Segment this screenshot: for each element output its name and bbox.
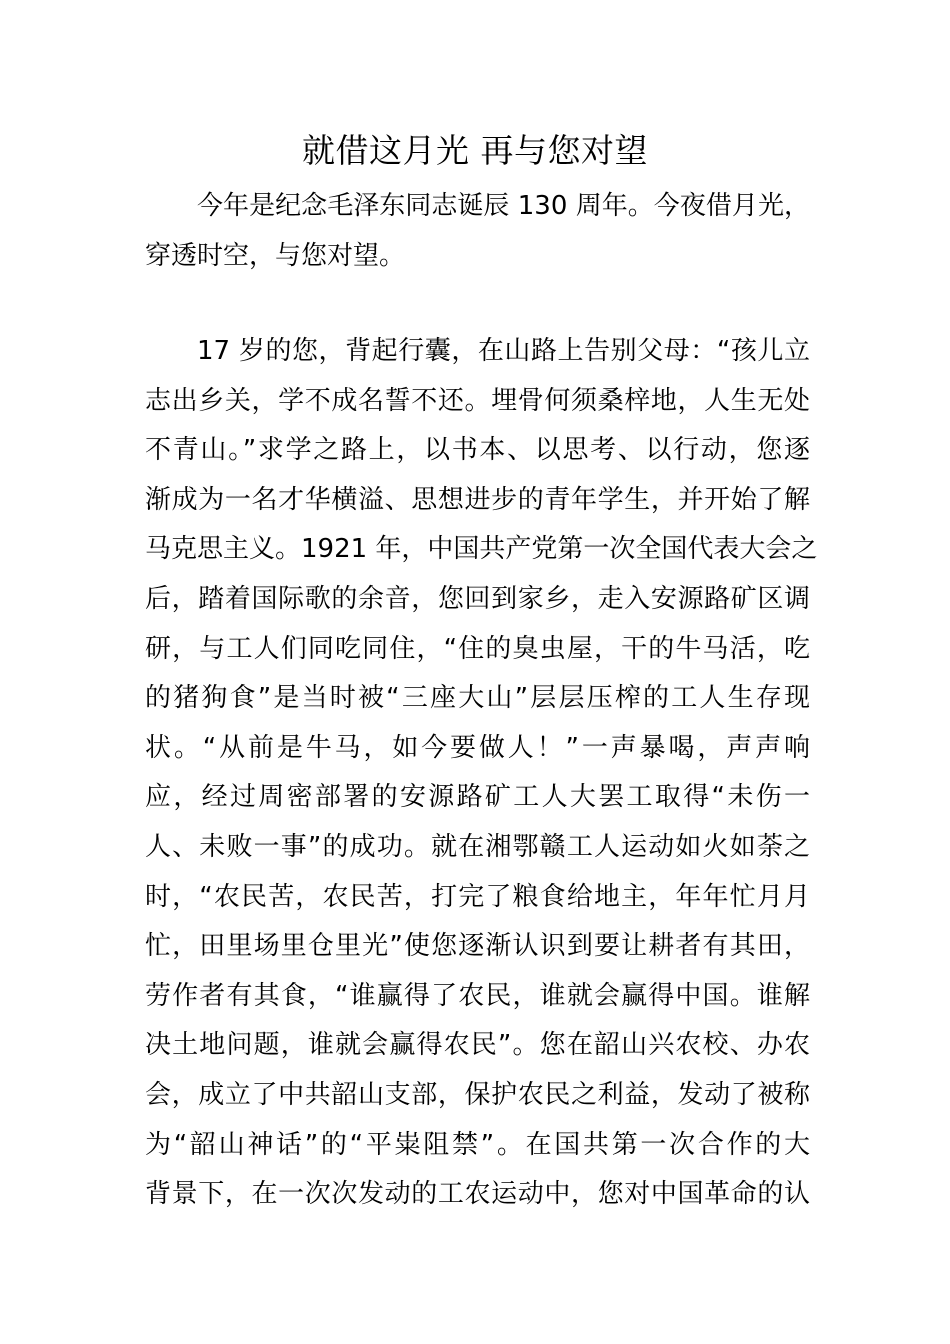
text-line: 为“韶山神话”的“平粜阻禁”。在国共第一次合作的大 — [145, 1129, 810, 1160]
text-line: 人、未败一事”的成功。就在湘鄂赣工人运动如火如荼之 — [145, 831, 810, 862]
text-line: 状。“从前是牛马，如今要做人！”一声暴喝，声声响 — [145, 732, 810, 763]
text-line: 应，经过周密部署的安源路矿工人大罢工取得“未伤一 — [145, 782, 810, 813]
text-line: 穿透时空，与您对望。 — [145, 240, 406, 271]
text-line: 时，“农民苦，农民苦，打完了粮食给地主，年年忙月月 — [145, 881, 810, 912]
text-line: 忙，田里场里仓里光”使您逐渐认识到要让耕者有其田， — [145, 931, 810, 962]
text-line: 马克思主义。1921 年，中国共产党第一次全国代表大会之 — [145, 534, 818, 565]
text-line: 背景下，在一次次发动的工农运动中，您对中国革命的认 — [145, 1179, 810, 1210]
text-line: 17 岁的您，背起行囊，在山路上告别父母：“孩儿立 — [197, 336, 810, 366]
text-line: 后，踏着国际歌的余音，您回到家乡，走入安源路矿区调 — [145, 583, 810, 614]
text-line: 今年是纪念毛泽东同志诞辰 130 周年。今夜借月光， — [197, 191, 810, 221]
text-line: 不青山。”求学之路上，以书本、以思考、以行动，您逐 — [145, 435, 810, 466]
text-line: 决土地问题，谁就会赢得农民”。您在韶山兴农校、办农 — [145, 1030, 810, 1061]
paragraph-body — [145, 327, 818, 1220]
text-line: 研，与工人们同吃同住，“住的臭虫屋，干的牛马活，吃 — [145, 633, 810, 664]
paragraph-intro — [145, 182, 810, 281]
text-line: 渐成为一名才华横溢、思想进步的青年学生，并开始了解 — [145, 484, 810, 515]
text-line: 劳作者有其食，“谁赢得了农民，谁就会赢得中国。谁解 — [145, 980, 810, 1011]
document-title: 就借这月光 再与您对望 — [302, 131, 648, 170]
text-line: 会，成立了中共韶山支部，保护农民之利益，发动了被称 — [145, 1079, 810, 1110]
text-line: 的猪狗食”是当时被“三座大山”层层压榨的工人生存现 — [145, 683, 810, 714]
text-line: 志出乡关，学不成名誓不还。埋骨何须桑梓地，人生无处 — [145, 385, 810, 416]
